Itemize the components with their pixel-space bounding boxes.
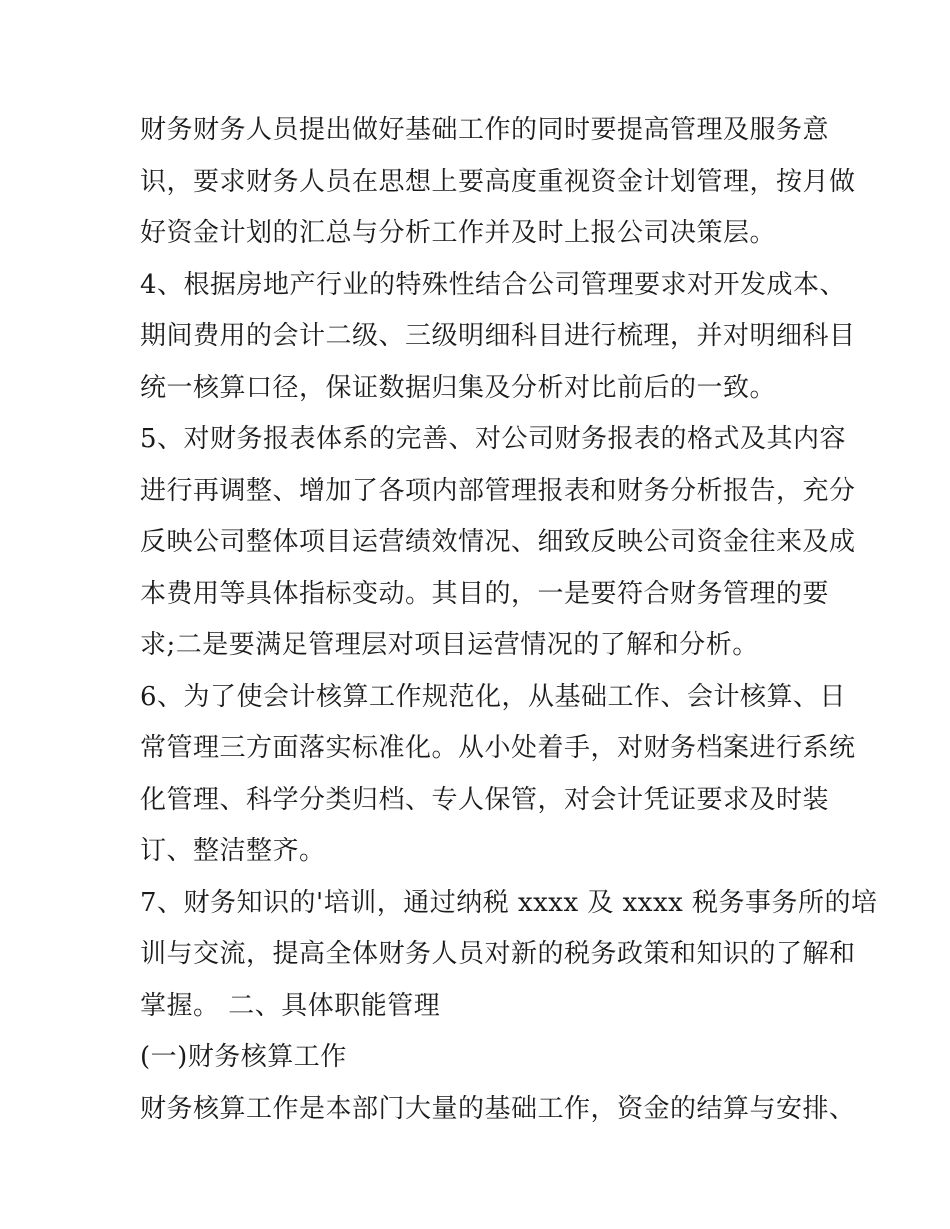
text-line: 进行再调整、增加了各项内部管理报表和财务分析报告，充分 [140,476,856,506]
text-line: 训与交流，提高全体财务人员对新的税务政策和知识的了解和 [140,939,856,969]
text-line: 好资金计划的汇总与分析工作并及时上报公司决策层。 [140,218,777,248]
text-line: 求;二是要满足管理层对项目运营情况的了解和分析。 [140,630,759,660]
text-line: 掌握。 二、具体职能管理 [140,991,441,1021]
text-line: 反映公司整体项目运营绩效情况、细致反映公司资金往来及成 [140,527,856,557]
text-line: 订、整洁整齐。 [140,836,326,866]
text-line: 统一核算口径，保证数据归集及分析对比前后的一致。 [140,373,777,403]
text-line: 期间费用的会计二级、三级明细科目进行梳理，并对明细科目 [140,321,856,351]
text-line: 财务财务人员提出做好基础工作的同时要提高管理及服务意 [140,115,830,145]
text-line: 常管理三方面落实标准化。从小处着手，对财务档案进行系统 [140,733,856,763]
text-line: 本费用等具体指标变动。其目的，一是要符合财务管理的要 [140,579,830,609]
text-line: 7、财务知识的'培训，通过纳税 xxxx 及 xxxx 税务事务所的培 [140,888,878,918]
text-line: 5、对财务报表体系的完善、对公司财务报表的格式及其内容 [140,424,847,454]
section-heading: (一)财务核算工作 [140,1042,347,1072]
text-line: 6、为了使会计核算工作规范化，从基础工作、会计核算、日 [140,682,847,712]
text-line: 化管理、科学分类归档、专人保管，对会计凭证要求及时装 [140,785,830,815]
text-line: 识，要求财务人员在思想上要高度重视资金计划管理，按月做 [140,167,856,197]
text-line: 4、根据房地产行业的特殊性结合公司管理要求对开发成本、 [140,270,847,300]
text-line: 财务核算工作是本部门大量的基础工作，资金的结算与安排、 [140,1094,856,1124]
